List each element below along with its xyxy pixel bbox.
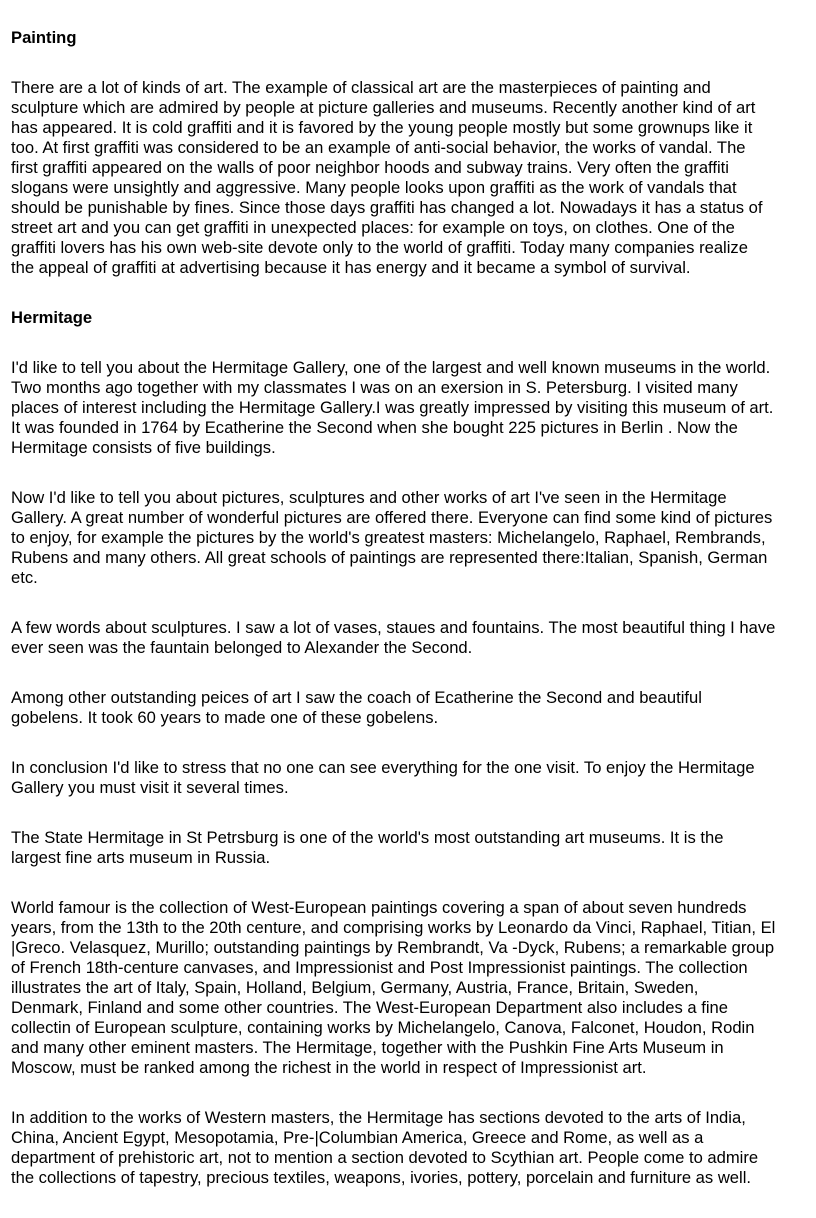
text-line: Gallery. A great number of wonderful pictures are offered there. Everyone can find some kind of pictures (11, 508, 773, 527)
text-line: of French 18th-centure canvases, and Impressionist and Post Impressionist paintings. The collection (11, 958, 748, 977)
paragraph-pictures (11, 488, 811, 588)
text-line: too. At first graffiti was considered to be an example of anti-social behavior, the works of vandal. The (11, 138, 746, 157)
text-line: the appeal of graffiti at advertising because it has energy and it became a symbol of survival. (11, 258, 691, 277)
text-line: |Greco. Velasquez, Murillo; outstanding paintings by Rembrandt, Va -Dyck, Rubens; a remarkable group (11, 938, 775, 957)
text-line: street art and you can get graffiti in unexpected places: for example on toys, on clothes. One of the (11, 218, 735, 237)
paragraph-graffiti (11, 78, 811, 278)
heading-painting: Painting (11, 28, 77, 47)
paragraph-sculptures (11, 618, 811, 658)
paragraph-coach (11, 688, 811, 728)
text-line: the collections of tapestry, precious textiles, weapons, ivories, pottery, porcelain and furniture as well. (11, 1168, 752, 1187)
text-line: I'd like to tell you about the Hermitage Gallery, one of the largest and well known museums in the world. (11, 358, 771, 377)
text-line: slogans were unsightly and aggressive. Many people looks upon graffiti as the work of vandals that (11, 178, 737, 197)
paragraph-conclusion (11, 758, 811, 798)
text-line: China, Ancient Egypt, Mesopotamia, Pre-|Columbian America, Greece and Rome, as well as a (11, 1128, 704, 1147)
text-line: illustrates the art of Italy, Spain, Holland, Belgium, Germany, Austria, France, Britain, Sweden, (11, 978, 699, 997)
text-line: years, from the 13th to the 20th centure, and comprising works by Leonardo da Vinci, Raphael, Titian, El (11, 918, 776, 937)
text-line: first graffiti appeared on the walls of poor neighbor hoods and subway trains. Very often the graffiti (11, 158, 729, 177)
text-line: gobelens. It took 60 years to made one of these gobelens. (11, 708, 439, 727)
text-line: should be punishable by fines. Since those days graffiti has changed a lot. Nowadays it has a status of (11, 198, 763, 217)
text-line: etc. (11, 568, 38, 587)
text-line: graffiti lovers has his own web-site devote only to the world of graffiti. Today many companies realize (11, 238, 748, 257)
text-line: In conclusion I'd like to stress that no one can see everything for the one visit. To enjoy the Hermitage (11, 758, 755, 777)
heading-hermitage: Hermitage (11, 308, 93, 327)
text-line: Two months ago together with my classmates I was on an exersion in S. Petersburg. I visited many (11, 378, 738, 397)
text-line: ever seen was the fauntain belonged to Alexander the Second. (11, 638, 473, 657)
document-page (11, 28, 811, 1218)
paragraph-hermitage-intro (11, 358, 811, 458)
text-line: Denmark, Finland and some other countries. The West-European Department also includes a fine (11, 998, 728, 1017)
text-line: and many other eminent masters. The Hermitage, together with the Pushkin Fine Arts Museum in (11, 1038, 724, 1057)
text-line: In addition to the works of Western masters, the Hermitage has sections devoted to the arts of India, (11, 1108, 746, 1127)
paragraph-west-european (11, 898, 811, 1078)
text-line: World famour is the collection of West-European paintings covering a span of about seven hundreds (11, 898, 747, 917)
text-line: department of prehistoric art, not to mention a section devoted to Scythian art. People come to admire (11, 1148, 759, 1167)
text-line: The State Hermitage in St Petrsburg is one of the world's most outstanding art museums. It is the (11, 828, 724, 847)
text-line: Now I'd like to tell you about pictures, sculptures and other works of art I've seen in the Hermitage (11, 488, 727, 507)
text-line: Among other outstanding peices of art I saw the coach of Ecatherine the Second and beautiful (11, 688, 702, 707)
text-line: Moscow, must be ranked among the richest in the world in respect of Impressionist art. (11, 1058, 647, 1077)
text-line: A few words about sculptures. I saw a lot of vases, staues and fountains. The most beautiful thing I have (11, 618, 776, 637)
text-line: There are a lot of kinds of art. The example of classical art are the masterpieces of painting and (11, 78, 711, 97)
text-line: Rubens and many others. All great schools of paintings are represented there:Italian, Spanish, German (11, 548, 768, 567)
text-line: places of interest including the Hermitage Gallery.I was greatly impressed by visiting this museum of art. (11, 398, 774, 417)
text-line: to enjoy, for example the pictures by the world's greatest masters: Michelangelo, Raphael, Rembrands, (11, 528, 766, 547)
text-line: collectin of European sculpture, containing works by Michelangelo, Canova, Falconet, Houdon, Rodin (11, 1018, 755, 1037)
text-line: Gallery you must visit it several times. (11, 778, 289, 797)
paragraph-state-hermitage (11, 828, 811, 868)
text-line: largest fine arts museum in Russia. (11, 848, 271, 867)
text-line: has appeared. It is cold graffiti and it is favored by the young people mostly but some grownups like it (11, 118, 753, 137)
paragraph-other-sections (11, 1108, 811, 1188)
text-line: sculpture which are admired by people at picture galleries and museums. Recently another kind of art (11, 98, 756, 117)
text-line: Hermitage consists of five buildings. (11, 438, 276, 457)
text-line: It was founded in 1764 by Ecatherine the Second when she bought 225 pictures in Berlin . Now the (11, 418, 738, 437)
